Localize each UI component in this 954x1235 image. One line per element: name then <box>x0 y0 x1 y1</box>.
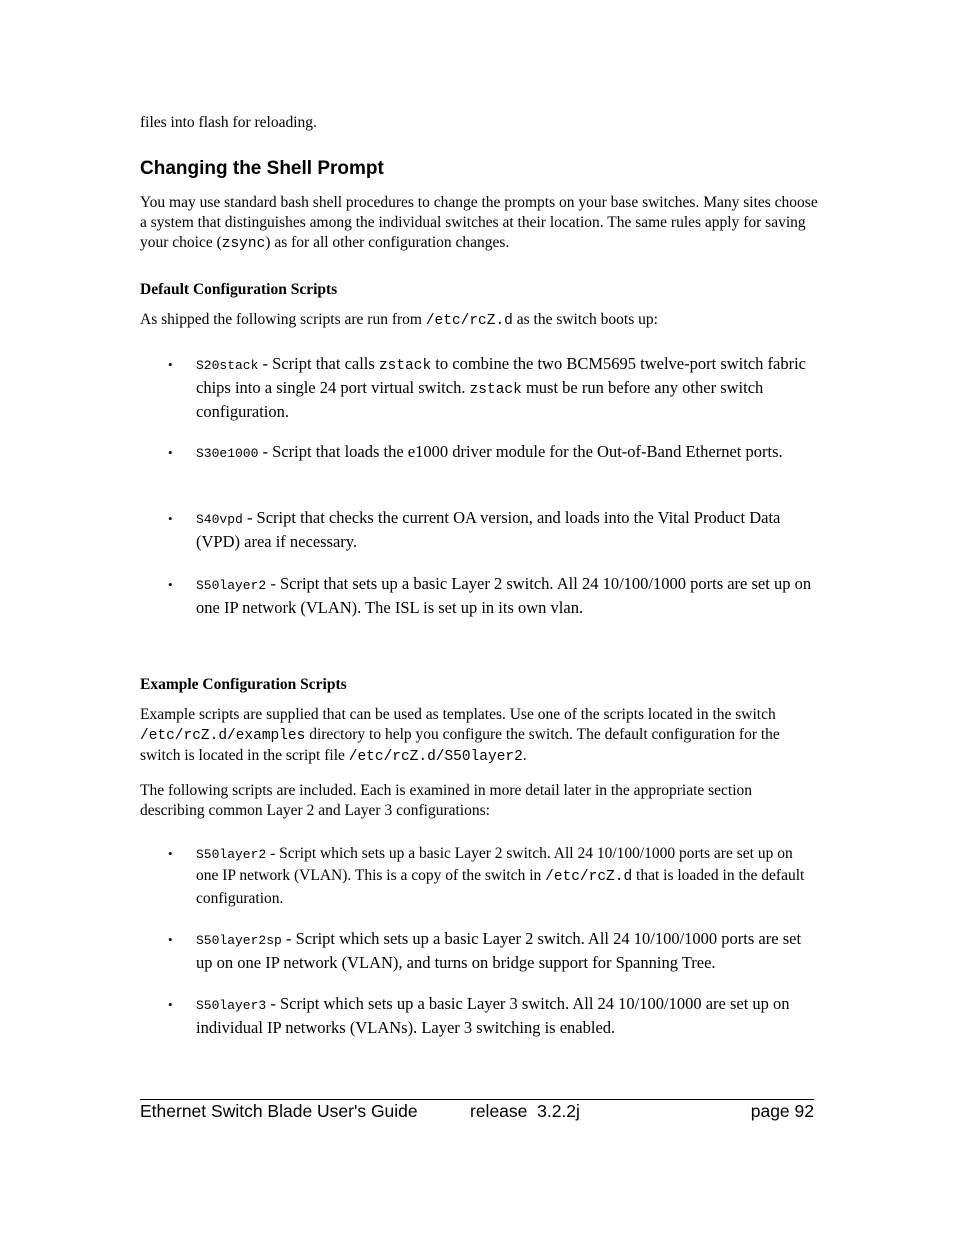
item-text: must be run before any other switch configuration. <box>196 378 764 421</box>
example-p1-text-b: directory to help you configure the switch. The default configuration for the switch is located in the script file <box>140 726 780 764</box>
script-name: S30e1000 <box>196 446 259 461</box>
zstack-code: zstack <box>469 382 522 398</box>
bullet: • <box>168 997 173 1012</box>
example-paragraph-2: The following scripts are included. Each is examined in more detail later in the appropriate section describing common Layer 2 and Layer 3 configurations: <box>140 782 753 819</box>
list-item <box>196 843 818 909</box>
example-p1-text-a: Example scripts are supplied that can be used as templates. Use one of the scripts located in the switch <box>140 706 776 723</box>
default-intro-text-a: As shipped the following scripts are run from <box>140 311 426 328</box>
s50layer2-path-code: /etc/rcZ.d/S50layer2 <box>348 749 523 765</box>
list-item <box>196 928 820 974</box>
rcz-path-code: /etc/rcZ.d <box>425 313 513 329</box>
section-paragraph-text-a: You may use standard bash shell procedures to change the prompts on your base switches. Many sites choose a system that distinguishes among the individual switches at their location. The same rules apply for saving your choice ( <box>140 194 818 251</box>
bullet: • <box>168 846 173 861</box>
item-text: - Script that checks the current OA version, and loads into the Vital Product Data (VPD) area if necessary. <box>196 508 781 551</box>
bullet: • <box>168 932 173 947</box>
example-paragraph-1 <box>140 705 820 767</box>
zsync-code: zsync <box>221 236 266 252</box>
script-name: S50layer2sp <box>196 933 282 948</box>
script-name: S40vpd <box>196 512 243 527</box>
item-text: - Script which sets up a basic Layer 3 switch. All 24 10/100/1000 are set up on individual IP networks (VLANs). Layer 3 switching is enabled. <box>196 994 790 1037</box>
examples-path-code: /etc/rcZ.d/examples <box>140 728 306 744</box>
item-text: - Script which sets up a basic Layer 2 switch. All 24 10/100/1000 ports are set up on one IP network (VLAN), and turns on bridge support for Spanning Tree. <box>196 929 802 972</box>
item-text: to combine the two BCM5695 twelve-port switch fabric chips into a single 24 port virtual switch. <box>196 354 806 397</box>
item-text: - Script that calls <box>258 354 379 373</box>
footer-rule <box>140 1099 814 1100</box>
bullet: • <box>168 511 173 526</box>
item-text: - Script that loads the e1000 driver module for the Out-of-Band Ethernet ports. <box>258 442 783 461</box>
item-text: - Script that sets up a basic Layer 2 switch. All 24 10/100/1000 ports are set up on one IP network (VLAN). The ISL is set up in its own vlan. <box>196 574 812 617</box>
item-text: - Script which sets up a basic Layer 2 switch. All 24 10/100/1000 ports are set up on one IP network (VLAN). This is a copy of the switch in <box>196 845 793 884</box>
rcz-path-code: /etc/rcZ.d <box>545 869 633 885</box>
default-scripts-heading: Default Configuration Scripts <box>140 281 338 298</box>
bullet: • <box>168 577 173 592</box>
item-text: that is loaded in the default configuration. <box>196 867 805 907</box>
example-scripts-heading: Example Configuration Scripts <box>140 676 347 693</box>
example-p1-text-c: . <box>522 747 527 764</box>
script-name: S50layer2 <box>196 847 267 862</box>
script-name: S50layer2 <box>196 578 267 593</box>
footer-guide-title: Ethernet Switch Blade User's Guide <box>140 1101 418 1121</box>
bullet: • <box>168 357 173 372</box>
list-item <box>196 441 816 465</box>
list-item <box>196 573 816 619</box>
default-intro-text-b: as the switch boots up: <box>512 311 658 328</box>
footer-release: release 3.2.2j <box>470 1101 580 1121</box>
default-scripts-intro <box>140 310 820 331</box>
footer-page-number: page 92 <box>750 1101 814 1121</box>
section-paragraph-text-b: ) as for all other configuration changes. <box>265 234 510 251</box>
script-name: S50layer3 <box>196 998 267 1013</box>
list-item <box>196 993 816 1039</box>
script-name: S20stack <box>196 358 259 373</box>
zstack-code: zstack <box>378 358 432 374</box>
intro-line: files into flash for reloading. <box>140 114 317 131</box>
section-paragraph <box>140 193 820 254</box>
section-title: Changing the Shell Prompt <box>140 158 384 179</box>
list-item <box>196 507 816 553</box>
bullet: • <box>168 445 173 460</box>
list-item <box>196 353 816 423</box>
